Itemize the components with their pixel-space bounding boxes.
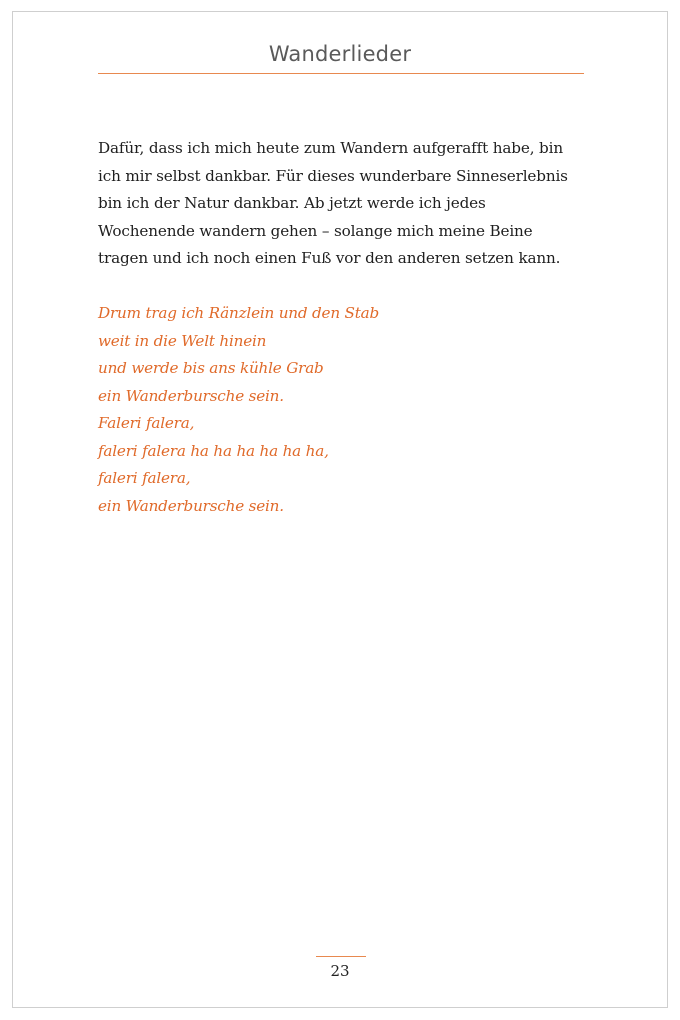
verse-line: und werde bis ans kühle Grab <box>98 359 324 377</box>
verse-line: faleri falera, <box>98 469 191 487</box>
verse-line: ein Wanderbursche sein. <box>98 496 284 515</box>
verse-line: ein Wanderbursche sein. <box>98 386 284 405</box>
page-number: 23 <box>330 962 350 980</box>
running-header-title: Wanderlieder <box>268 42 412 66</box>
footer-divider <box>316 956 366 957</box>
song-verse <box>98 300 379 520</box>
verse-line: Faleri falera, <box>98 414 195 432</box>
header-divider <box>98 73 584 74</box>
verse-line: weit in die Welt hinein <box>98 331 267 350</box>
book-page <box>12 11 668 1008</box>
body-paragraph: Dafür, dass ich mich heute zum Wandern aufgerafft habe, bin ich mir selbst dankbar. Für dieses wunderbare Sinneserlebnis bin ich der Natur dankbar. Ab jetzt werde ich jedes Wochenende wandern gehen – solange mich meine Beine tragen und ich noch einen Fuß vor den anderen setzen kann. <box>98 139 568 267</box>
verse-line: Drum trag ich Ränzlein und den Stab <box>98 304 380 322</box>
verse-line: faleri falera ha ha ha ha ha ha, <box>98 441 329 460</box>
